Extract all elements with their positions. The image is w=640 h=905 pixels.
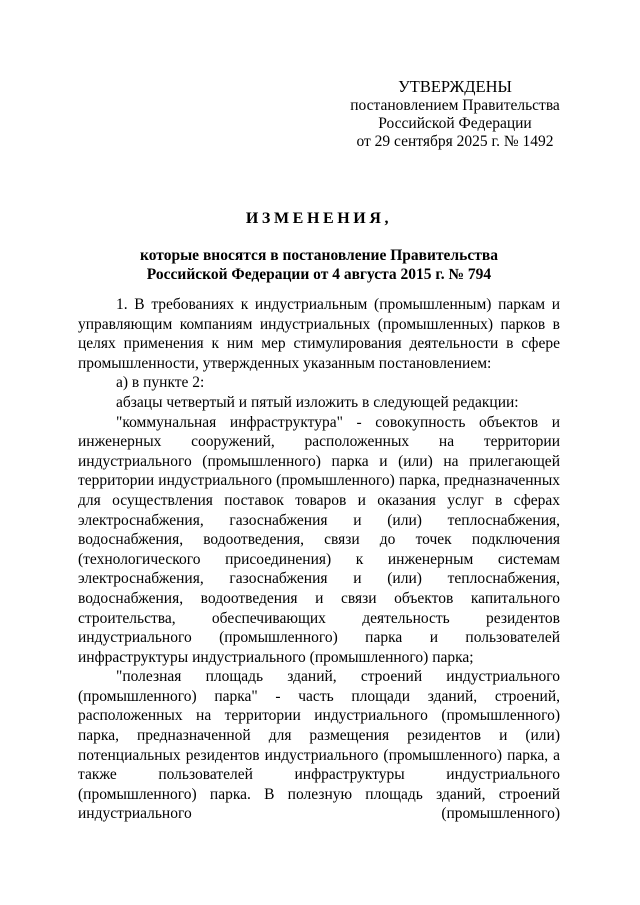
approval-country: Российской Федерации: [378, 115, 532, 132]
approval-block: [340, 78, 570, 151]
paragraph-5: "полезная площадь зданий, строений индустриального (промышленного) парка" - часть площади зданий, строений, расположенных на территории индустриального (промышленного) парка, предназначенной для размещения резидентов и (или) потенциальных резидентов индустриального (промышленного) парка, а также пользователей инфраструктуры индустриального (промышленного) парка. В полезную площадь зданий, строений индустриального (промышленного): [78, 668, 560, 823]
paragraph-4: "коммунальная инфраструктура" - совокупность объектов и инженерных сооружений, расположенных на территории индустриального (промышленного) парка и (или) на прилегающей территории индустриального (промышленного) парка, предназначенных для осуществления поставок товаров и оказания услуг в сферах электроснабжения, газоснабжения и (или) теплоснабжения, водоснабжения, водоотведения, связи до точек подключения (технологического присоединения) к инженерным системам электроснабжения, газоснабжения и (или) теплоснабжения, водоснабжения, водоотведения и связи объектов капитального строительства, обеспечивающих деятельность резидентов индустриального (промышленного) парка и пользователей инфраструктуры индустриального (промышленного) парка;: [78, 413, 560, 666]
paragraph-1: 1. В требованиях к индустриальным (промышленным) паркам и управляющим компаниям индустриальных (промышленных) парков в целях применения к ним мер стимулирования деятельности в сфере промышленности, утвержденных указанным постановлением:: [78, 296, 560, 372]
subtitle-line-2: Российской Федерации от 4 августа 2015 г. № 794: [146, 266, 492, 283]
document-title: ИЗМЕНЕНИЯ,: [245, 210, 393, 227]
subtitle-line-1: которые вносятся в постановление Правительства: [140, 247, 498, 264]
document-body: [78, 295, 560, 824]
paragraph-2: а) в пункте 2:: [116, 374, 205, 392]
paragraph-3: абзацы четвертый и пятый изложить в следующей редакции:: [116, 393, 519, 411]
approval-authority: постановлением Правительства: [350, 97, 560, 114]
approval-stamp: УТВЕРЖДЕНЫ: [398, 77, 512, 96]
approval-date-number: от 29 сентября 2025 г. № 1492: [356, 133, 554, 150]
document-subtitle: [78, 246, 560, 284]
